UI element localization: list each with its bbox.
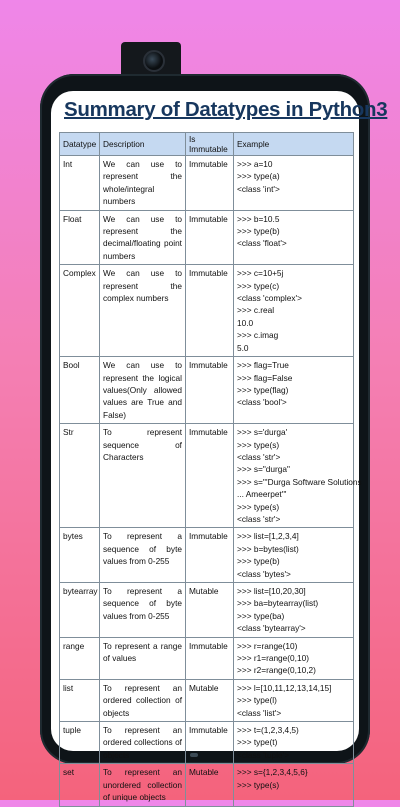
example-cell xyxy=(234,210,354,265)
example-line: >>> type(l) xyxy=(237,695,277,706)
camera-lens xyxy=(143,50,165,72)
table-row xyxy=(60,637,354,679)
example-line: >>> type(t) xyxy=(237,737,278,748)
description-cell: We can use to represent the logical values(Only allowed values are True and False) xyxy=(100,357,186,424)
header-is-immutable: Is Immutable xyxy=(186,133,234,156)
immutability-cell: Immutable xyxy=(186,265,234,357)
bezel-speaker xyxy=(190,753,198,757)
example-line: 10.0 xyxy=(237,317,254,328)
table-row xyxy=(60,583,354,638)
description-cell: We can use to represent the decimal/floating point numbers xyxy=(100,210,186,265)
example-line: 5.0 xyxy=(237,342,249,353)
example-line: ... Ameerpet''' xyxy=(237,489,287,500)
document xyxy=(59,91,388,807)
datatype-cell: Float xyxy=(60,210,100,265)
header-example: Example xyxy=(234,133,354,156)
example-cell xyxy=(234,156,354,211)
datatype-cell: set xyxy=(60,764,100,806)
description-cell: To represent sequence of Characters xyxy=(100,424,186,528)
example-line: >>> type(s) xyxy=(237,439,280,450)
example-line: >>> s="durga" xyxy=(237,464,290,475)
phone-bottom-bezel xyxy=(40,750,370,764)
example-line: <class 'bytes'> xyxy=(237,568,291,579)
example-line: >>> type(flag) xyxy=(237,384,289,395)
example-cell xyxy=(234,637,354,679)
example-cell xyxy=(234,679,354,721)
description-cell: To represent a range of values xyxy=(100,637,186,679)
example-line: <class 'str'> xyxy=(237,513,281,524)
example-line: >>> b=bytes(list) xyxy=(237,543,299,554)
datatype-cell: list xyxy=(60,679,100,721)
immutability-cell: Immutable xyxy=(186,357,234,424)
table-row xyxy=(60,528,354,583)
immutability-cell: Immutable xyxy=(186,156,234,211)
example-cell xyxy=(234,583,354,638)
example-cell xyxy=(234,424,362,528)
example-line: >>> r1=range(0,10) xyxy=(237,653,309,664)
example-cell xyxy=(234,764,354,806)
example-line: >>> c.imag xyxy=(237,330,279,341)
example-line: >>> s='durga' xyxy=(237,427,288,438)
example-line: <class 'str'> xyxy=(237,451,281,462)
example-line: >>> type(ba) xyxy=(237,610,285,621)
description-cell: To represent an ordered collections of objects xyxy=(100,722,186,764)
example-line: >>> l=[10,11,12,13,14,15] xyxy=(237,682,332,693)
example-line: >>> flag=False xyxy=(237,372,293,383)
datatype-cell: range xyxy=(60,637,100,679)
example-line: >>> t=(1,2,3,4,5) xyxy=(237,725,299,736)
popup-camera xyxy=(121,42,181,76)
table-row xyxy=(60,424,354,528)
example-line: <class 'list'> xyxy=(237,707,282,718)
example-line: >>> type(a) xyxy=(237,171,280,182)
example-line: >>> list=[1,2,3,4] xyxy=(237,531,299,542)
example-cell xyxy=(234,528,354,583)
example-line: >>> r=range(10) xyxy=(237,640,298,651)
table-row xyxy=(60,357,354,424)
description-cell: To represent a sequence of byte values from 0-255 xyxy=(100,528,186,583)
example-line: <class 'bool'> xyxy=(237,397,287,408)
immutability-cell: Mutable xyxy=(186,679,234,721)
description-cell: We can use to represent the complex numbers xyxy=(100,265,186,357)
example-line: <class 'complex'> xyxy=(237,293,302,304)
document-title: Summary of Datatypes in Python3 xyxy=(64,98,388,121)
example-line: >>> c.real xyxy=(237,305,275,316)
immutability-cell: Mutable xyxy=(186,764,234,806)
example-line: >>> b=10.5 xyxy=(237,213,280,224)
immutability-cell: Mutable xyxy=(186,583,234,638)
phone-frame xyxy=(40,74,388,803)
example-line: >>> type(b) xyxy=(237,226,280,237)
example-line: <class 'float'> xyxy=(237,238,287,249)
example-line: <class 'tuple'> xyxy=(237,749,290,760)
example-cell xyxy=(234,265,354,357)
header-description: Description xyxy=(100,133,186,156)
example-line: >>> r2=range(0,10,2) xyxy=(237,665,316,676)
example-line: <class 'int'> xyxy=(237,183,280,194)
immutability-cell: Immutable xyxy=(186,528,234,583)
datatype-cell: bytes xyxy=(60,528,100,583)
immutability-cell: Immutable xyxy=(186,637,234,679)
datatype-cell: Int xyxy=(60,156,100,211)
immutability-cell: Immutable xyxy=(186,722,234,764)
datatype-cell: Complex xyxy=(60,265,100,357)
example-line: >>> list=[10,20,30] xyxy=(237,586,306,596)
table-row xyxy=(60,679,354,721)
example-line: >>> type(c) xyxy=(237,280,280,291)
example-line: >>> c=10+5j xyxy=(237,268,284,279)
example-line: >>> type(b) xyxy=(237,556,280,567)
phone-screen[interactable] xyxy=(51,91,388,803)
table-row xyxy=(60,764,354,806)
header-datatype: Datatype xyxy=(60,133,100,156)
example-line: <class 'bytearray'> xyxy=(237,623,306,634)
example-cell xyxy=(234,357,354,424)
example-line: >>> type(s) xyxy=(237,501,280,512)
description-cell: To represent an ordered collection of objects xyxy=(100,679,186,721)
datatype-cell: Str xyxy=(60,424,100,528)
immutability-cell: Immutable xyxy=(186,424,234,528)
datatype-cell: Bool xyxy=(60,357,100,424)
example-line: >>> flag=True xyxy=(237,360,289,371)
immutability-cell: Immutable xyxy=(186,210,234,265)
example-line: >>> ba=bytearray(list) xyxy=(237,598,319,609)
example-line: >>> s='''Durga Software Solutions xyxy=(237,476,362,487)
example-line: >>> type(s) xyxy=(237,779,280,790)
table-row xyxy=(60,156,354,211)
description-cell: To represent an unordered collection of unique objects xyxy=(100,764,186,806)
datatype-cell: bytearray xyxy=(60,583,100,638)
datatypes-table xyxy=(59,132,362,807)
table-row xyxy=(60,265,354,357)
table-header-row xyxy=(60,133,354,156)
datatype-cell: tuple xyxy=(60,722,100,764)
description-cell: We can use to represent the whole/integral numbers xyxy=(100,156,186,211)
description-cell: To represent a sequence of byte values from 0-255 xyxy=(100,583,186,638)
example-line: >>> a=10 xyxy=(237,159,273,169)
example-line: >>> s={1,2,3,4,5,6} xyxy=(237,767,308,778)
table-row xyxy=(60,210,354,265)
